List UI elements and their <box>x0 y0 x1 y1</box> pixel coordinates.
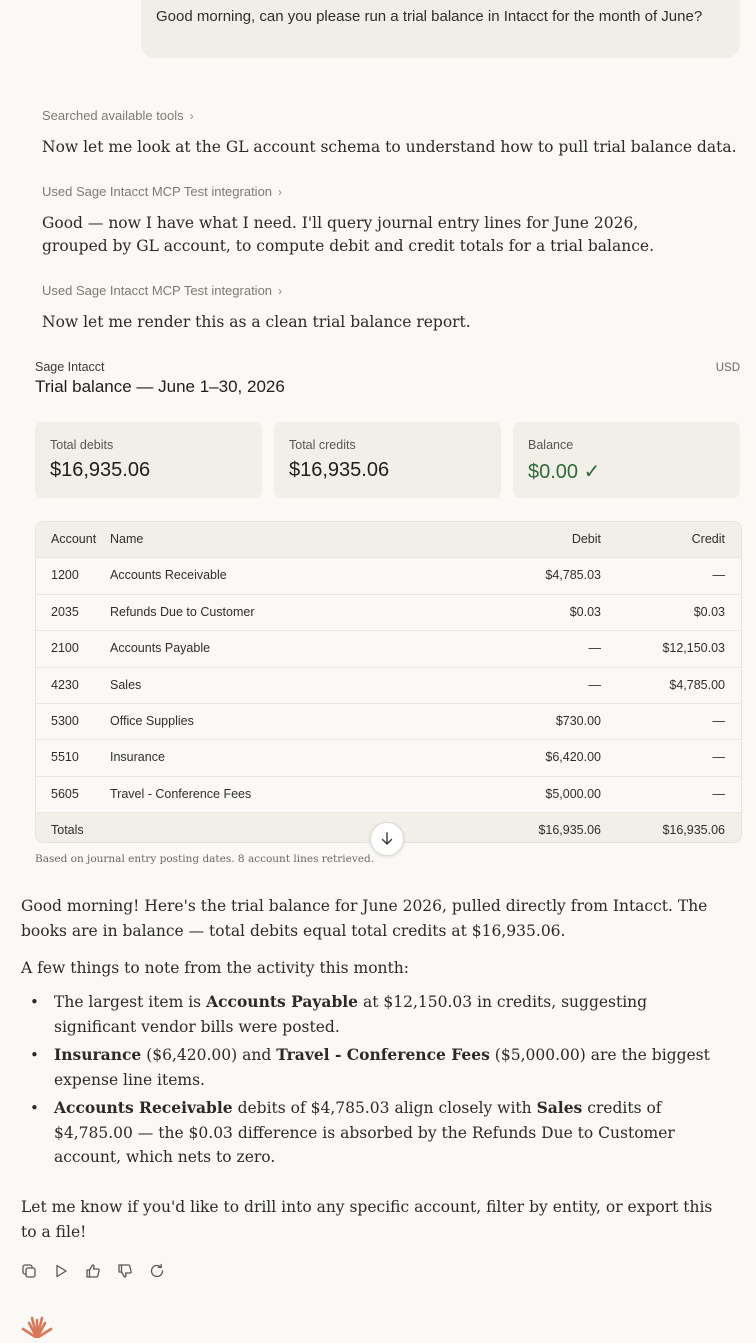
stat-total-credits <box>274 422 501 498</box>
bullet-text: credits of $4,785.00 — the $0.03 difference is absorbed by the Refunds Due to Customer account, which nets to zero. <box>54 1099 675 1166</box>
stat-label: Balance <box>528 438 574 452</box>
stat-label: Total debits <box>50 438 114 452</box>
stat-balance <box>513 422 740 498</box>
cell-name: Sales <box>110 677 142 692</box>
stat-label: Total credits <box>289 438 356 452</box>
cell-credit: $0.03 <box>693 604 725 619</box>
bullet-bold: Accounts Payable <box>206 992 359 1011</box>
stat-value: $0.00 ✓ <box>528 461 601 483</box>
copy-icon[interactable] <box>20 1262 37 1279</box>
assistant-step-text: Now let me render this as a clean trial balance report. <box>42 313 471 331</box>
thumbs-up-icon[interactable] <box>84 1262 101 1279</box>
thumbs-down-icon[interactable] <box>116 1262 133 1279</box>
report-header <box>35 360 740 397</box>
trial-balance-table <box>35 521 742 843</box>
cell-debit: $4,785.03 <box>545 568 601 583</box>
cell-account: 5510 <box>51 750 79 765</box>
bullet-text: at $12,150.03 in credits, suggesting significant vendor bills were posted. <box>54 993 648 1036</box>
report-currency: USD <box>715 362 740 374</box>
stat-value: $16,935.06 <box>289 459 390 481</box>
report-title: Trial balance — June 1–30, 2026 <box>35 377 285 396</box>
column-header-account: Account <box>51 532 97 546</box>
table-row <box>36 704 741 740</box>
bullet-text: The largest item is <box>54 993 207 1011</box>
cell-account: 2100 <box>51 641 79 656</box>
cell-name: Accounts Payable <box>110 641 211 656</box>
cell-debit: — <box>588 677 601 692</box>
assistant-step-text: Now let me look at the GL account schema to understand how to pull trial balance data. <box>42 138 737 156</box>
cell-debit: — <box>588 641 601 656</box>
cell-account: 4230 <box>51 677 79 692</box>
table-row <box>36 777 741 813</box>
claude-logo-icon <box>20 1314 54 1343</box>
stat-value: $16,935.06 <box>50 459 151 481</box>
cell-debit: $5,000.00 <box>545 786 601 801</box>
tool-step-label: Searched available tools <box>42 108 184 123</box>
cell-credit: — <box>712 568 725 583</box>
cell-name: Refunds Due to Customer <box>110 604 255 619</box>
table-row <box>36 595 741 631</box>
assistant-step-text: Good — now I have what I need. I'll query journal entry lines for June 2026, grouped by GL account, to compute debit and credit totals for a trial balance. <box>42 214 655 255</box>
column-header-credit: Credit <box>691 532 725 546</box>
table-row <box>36 631 741 667</box>
cell-credit: $4,785.00 <box>669 677 725 692</box>
table-row <box>36 558 741 594</box>
cell-account: 2035 <box>51 604 79 619</box>
bullet-text: ($6,420.00) and <box>141 1046 277 1064</box>
chevron-right-icon: › <box>189 108 194 123</box>
answer-bullet-list <box>21 990 726 1174</box>
bullet-bold: Sales <box>536 1098 583 1117</box>
answer-intro: Good morning! Here's the trial balance for June 2026, pulled directly from Intacct. The books are in balance — total debits equal total credits at $16,935.06. <box>21 897 708 940</box>
totals-credit: $16,935.06 <box>662 823 725 838</box>
report-footnote: Based on journal entry posting dates. 8 account lines retrieved. <box>35 853 375 865</box>
tool-step-search-tools[interactable] <box>42 108 194 123</box>
column-header-name: Name <box>110 532 144 546</box>
cell-credit: — <box>712 713 725 728</box>
message-actions <box>20 1262 165 1279</box>
list-item <box>21 1043 726 1092</box>
cell-name: Travel - Conference Fees <box>110 786 252 801</box>
bullet-bold: Insurance <box>54 1045 142 1064</box>
cell-credit: — <box>712 786 725 801</box>
cell-account: 5300 <box>51 713 79 728</box>
scroll-down-button[interactable] <box>370 822 404 856</box>
chevron-right-icon: › <box>278 283 283 298</box>
cell-credit: $12,150.03 <box>662 641 725 656</box>
bullet-text: debits of $4,785.03 align closely with <box>232 1099 537 1117</box>
cell-credit: — <box>712 750 725 765</box>
cell-account: 1200 <box>51 568 79 583</box>
user-message-bubble <box>141 0 740 58</box>
play-icon[interactable] <box>52 1262 69 1279</box>
user-message-text: Good morning, can you please run a trial balance in Intacct for the month of June? <box>156 8 703 25</box>
list-item <box>21 1096 726 1170</box>
bullet-bold: Accounts Receivable <box>54 1098 233 1117</box>
table-header-row <box>36 522 741 558</box>
tool-step-intacct-1[interactable] <box>42 184 282 199</box>
cell-name: Accounts Receivable <box>110 568 227 583</box>
tool-step-label: Used Sage Intacct MCP Test integration <box>42 184 273 199</box>
cell-debit: $0.03 <box>569 604 601 619</box>
cell-name: Office Supplies <box>110 713 194 728</box>
report-provider: Sage Intacct <box>35 360 105 374</box>
totals-debit: $16,935.06 <box>538 823 601 838</box>
arrow-down-icon <box>380 832 394 846</box>
answer-closing: Let me know if you'd like to drill into any specific account, filter by entity, or export this to a file! <box>21 1198 713 1241</box>
totals-label: Totals <box>51 823 84 838</box>
column-header-debit: Debit <box>571 532 601 546</box>
bullet-bold: Travel - Conference Fees <box>276 1045 490 1064</box>
cell-debit: $6,420.00 <box>545 750 601 765</box>
bullet-text: ($5,000.00) are the biggest expense line items. <box>54 1046 710 1089</box>
tool-step-intacct-2[interactable] <box>42 283 282 298</box>
list-item <box>21 990 726 1039</box>
table-row <box>36 740 741 776</box>
cell-account: 5605 <box>51 786 79 801</box>
tool-step-label: Used Sage Intacct MCP Test integration <box>42 283 273 298</box>
chevron-right-icon: › <box>278 184 283 199</box>
table-row <box>36 668 741 704</box>
cell-name: Insurance <box>110 750 165 765</box>
retry-icon[interactable] <box>148 1262 165 1279</box>
cell-debit: $730.00 <box>555 713 601 728</box>
stat-total-debits <box>35 422 262 498</box>
answer-notes-heading: A few things to note from the activity this month: <box>21 959 409 977</box>
